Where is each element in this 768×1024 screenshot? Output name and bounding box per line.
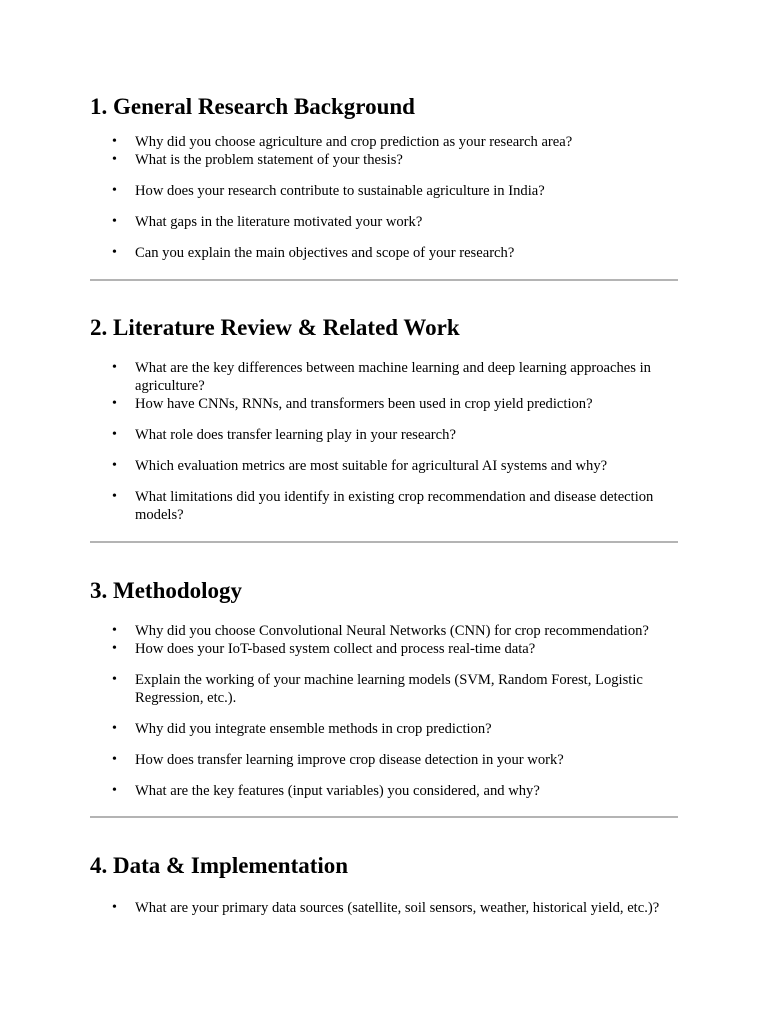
bullet-icon: • xyxy=(112,623,117,638)
bullet-icon: • xyxy=(112,183,117,198)
question-text: Explain the working of your machine learning models (SVM, Random Forest, Logistic Regression, etc.). xyxy=(135,672,643,706)
bullet-icon: • xyxy=(112,360,117,375)
question-text: What are the key features (input variables) you considered, and why? xyxy=(135,783,540,799)
bullet-icon: • xyxy=(112,245,117,260)
question-text: What role does transfer learning play in your research? xyxy=(135,427,456,443)
bullet-icon: • xyxy=(112,396,117,411)
bullet-icon: • xyxy=(112,641,117,656)
question-text: What gaps in the literature motivated your work? xyxy=(135,214,423,230)
list-item xyxy=(90,899,678,917)
list-item xyxy=(90,395,678,413)
list-item xyxy=(90,426,678,444)
question-text: What are your primary data sources (satellite, soil sensors, weather, historical yield, etc.)? xyxy=(135,900,660,916)
bullet-icon: • xyxy=(112,134,117,149)
list-item xyxy=(90,640,678,658)
question-text: Why did you integrate ensemble methods in crop prediction? xyxy=(135,721,492,737)
question-text: How have CNNs, RNNs, and transformers been used in crop yield prediction? xyxy=(135,396,593,412)
bullet-icon: • xyxy=(112,752,117,767)
section-heading-general-research-background: 1. General Research Background xyxy=(90,94,415,119)
list-item xyxy=(90,182,678,200)
bullet-icon: • xyxy=(112,214,117,229)
list-item xyxy=(90,133,678,151)
list-item xyxy=(90,457,678,475)
list-item xyxy=(90,751,678,769)
question-text: How does your IoT-based system collect and process real-time data? xyxy=(135,641,536,657)
question-list-general-research-background xyxy=(90,133,678,275)
section-heading-data-implementation: 4. Data & Implementation xyxy=(90,853,349,878)
list-item xyxy=(90,671,678,707)
section-divider xyxy=(90,816,678,818)
question-text: Which evaluation metrics are most suitable for agricultural AI systems and why? xyxy=(135,458,608,474)
question-list-literature-review xyxy=(90,359,678,537)
bullet-icon: • xyxy=(112,900,117,915)
section-divider xyxy=(90,541,678,543)
bullet-icon: • xyxy=(112,721,117,736)
question-text: Why did you choose agriculture and crop prediction as your research area? xyxy=(135,134,573,150)
section-heading-literature-review: 2. Literature Review & Related Work xyxy=(90,315,460,340)
list-item xyxy=(90,244,678,262)
question-list-methodology xyxy=(90,622,678,813)
section-heading-methodology: 3. Methodology xyxy=(90,578,243,603)
question-text: What is the problem statement of your thesis? xyxy=(135,152,403,168)
question-text: What limitations did you identify in existing crop recommendation and disease detection models? xyxy=(135,489,654,523)
question-list-data-implementation xyxy=(90,899,678,930)
bullet-icon: • xyxy=(112,427,117,442)
list-item xyxy=(90,622,678,640)
question-text: What are the key differences between machine learning and deep learning approaches in agriculture? xyxy=(135,360,651,394)
section-divider xyxy=(90,279,678,281)
question-text: Why did you choose Convolutional Neural Networks (CNN) for crop recommendation? xyxy=(135,623,649,639)
list-item xyxy=(90,213,678,231)
question-text: Can you explain the main objectives and scope of your research? xyxy=(135,245,515,261)
list-item xyxy=(90,359,678,395)
bullet-icon: • xyxy=(112,152,117,167)
list-item xyxy=(90,782,678,800)
question-text: How does your research contribute to sustainable agriculture in India? xyxy=(135,183,545,199)
bullet-icon: • xyxy=(112,783,117,798)
question-text: How does transfer learning improve crop disease detection in your work? xyxy=(135,752,564,768)
list-item xyxy=(90,488,678,524)
bullet-icon: • xyxy=(112,458,117,473)
bullet-icon: • xyxy=(112,489,117,504)
bullet-icon: • xyxy=(112,672,117,687)
list-item xyxy=(90,720,678,738)
list-item xyxy=(90,151,678,169)
